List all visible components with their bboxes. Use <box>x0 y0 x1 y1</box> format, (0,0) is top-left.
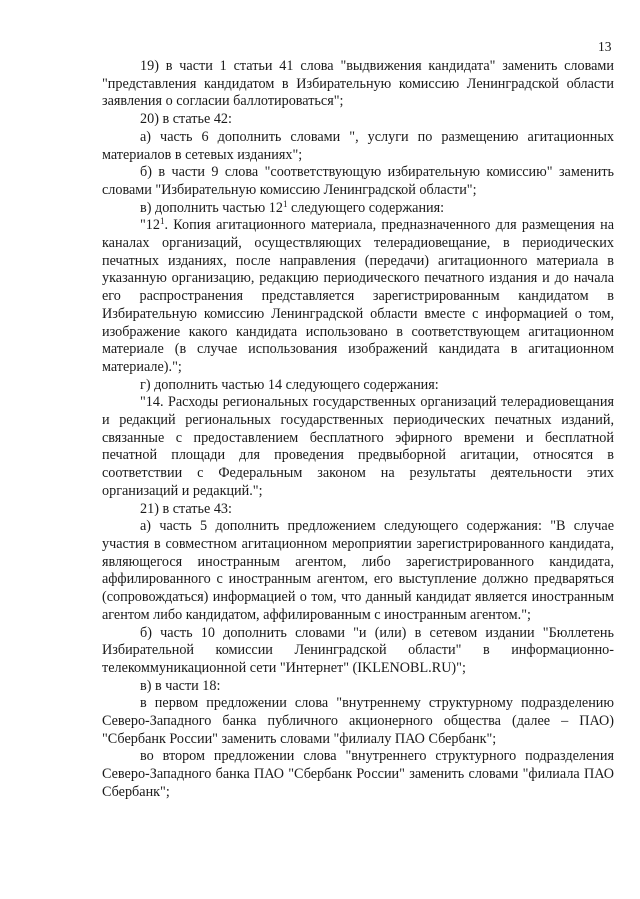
text-run: б) в части 9 слова "соответствующую избирательную комиссию" заменить словами "Избирательную комиссию Ленинградской области"; <box>102 164 614 198</box>
text-run: 21) в статье 43: <box>140 500 232 517</box>
paragraph-p20a <box>102 129 614 164</box>
paragraph-p14 <box>102 394 614 500</box>
text-run: б) часть 10 дополнить словами "и (или) в сетевом издании "Бюллетень Избирательной комиссии Ленинградской области" в информационно-телекоммуникационной сети "Интернет" (IKLENOBL.RU)"; <box>102 624 614 676</box>
paragraph-p21 <box>102 501 614 519</box>
superscript: 1 <box>283 198 288 209</box>
text-run: в) дополнить частью 12 <box>140 199 283 216</box>
text-run: в первом предложении слова "внутреннему структурному подразделению Северо-Западного банка публичного акционерного общества (далее – ПАО) "Сбербанк России" заменить словами "филиалу ПАО Сбербанк"; <box>102 695 614 747</box>
text-run: 19) в части 1 статьи 41 слова "выдвижения кандидата" заменить словами "представления кандидатом в Избирательную комиссию Ленинградской области заявления о согласии баллотироваться"; <box>102 58 614 110</box>
paragraph-p21v1 <box>102 695 614 748</box>
text-run: 20) в статье 42: <box>140 111 232 128</box>
text-run: "12 <box>140 217 160 234</box>
superscript: 1 <box>159 216 165 227</box>
text-run: следующего содержания: <box>287 199 445 216</box>
text-run: г) дополнить частью 14 следующего содержания: <box>140 376 439 393</box>
paragraph-p20v <box>102 200 614 218</box>
paragraph-p21v <box>102 678 614 696</box>
text-run: . Копия агитационного материала, предназначенного для размещения на каналах организаций, осуществляющих телерадиовещание, в периодических печатных изданиях, после направления (передачи) агитационного материала в указанную организацию, редакцию периодического печатного издания и до начала его распространения представляется зарегистрированным кандидатом в Избирательную комиссию Ленинградской области вместе с информацией о том, изображение какого кандидата использовано в соответствующем агитационном материале (в случае использования изображений кандидата в агитационном материале)."; <box>102 217 614 375</box>
text-run: а) часть 5 дополнить предложением следующего содержания: "В случае участия в совместном агитационном мероприятии зарегистрированного кандидата, являющегося иностранным агентом, либо зарегистрированного кандидата, аффилированного с иностранным агентом, его выступление должно предваряться (сопровождаться) информацией о том, что данный кандидат является иностранным агентом либо кандидатом, аффилированным с иностранным агентом."; <box>102 518 614 623</box>
text-run: во втором предложении слова "внутреннего структурного подразделения Северо-Западного банка ПАО "Сбербанк России" заменить словами "филиала ПАО Сбербанк"; <box>102 748 614 800</box>
paragraph-p21a <box>102 518 614 624</box>
paragraph-p21v2 <box>102 748 614 801</box>
text-run: "14. Расходы региональных государственных организаций телерадиовещания и редакций региональных государственных периодических печатных изданий, связанные с предоставлением бесплатного эфирного времени и бесплатной печатной площади для проведения предвыборной агитации, относятся в соответствии с Федеральным законом на результаты деятельности этих организаций и редакций."; <box>102 394 614 499</box>
paragraph-p20b <box>102 164 614 199</box>
paragraph-p20 <box>102 111 614 129</box>
paragraph-p19 <box>102 58 614 111</box>
paragraph-p21b <box>102 625 614 678</box>
paragraph-p12-1 <box>102 217 614 376</box>
paragraph-p20g <box>102 377 614 395</box>
document-body <box>102 58 614 802</box>
text-run: а) часть 6 дополнить словами ", услуги по размещению агитационных материалов в сетевых изданиях"; <box>102 128 614 163</box>
page-number: 13 <box>598 39 612 54</box>
text-run: в) в части 18: <box>140 677 221 694</box>
